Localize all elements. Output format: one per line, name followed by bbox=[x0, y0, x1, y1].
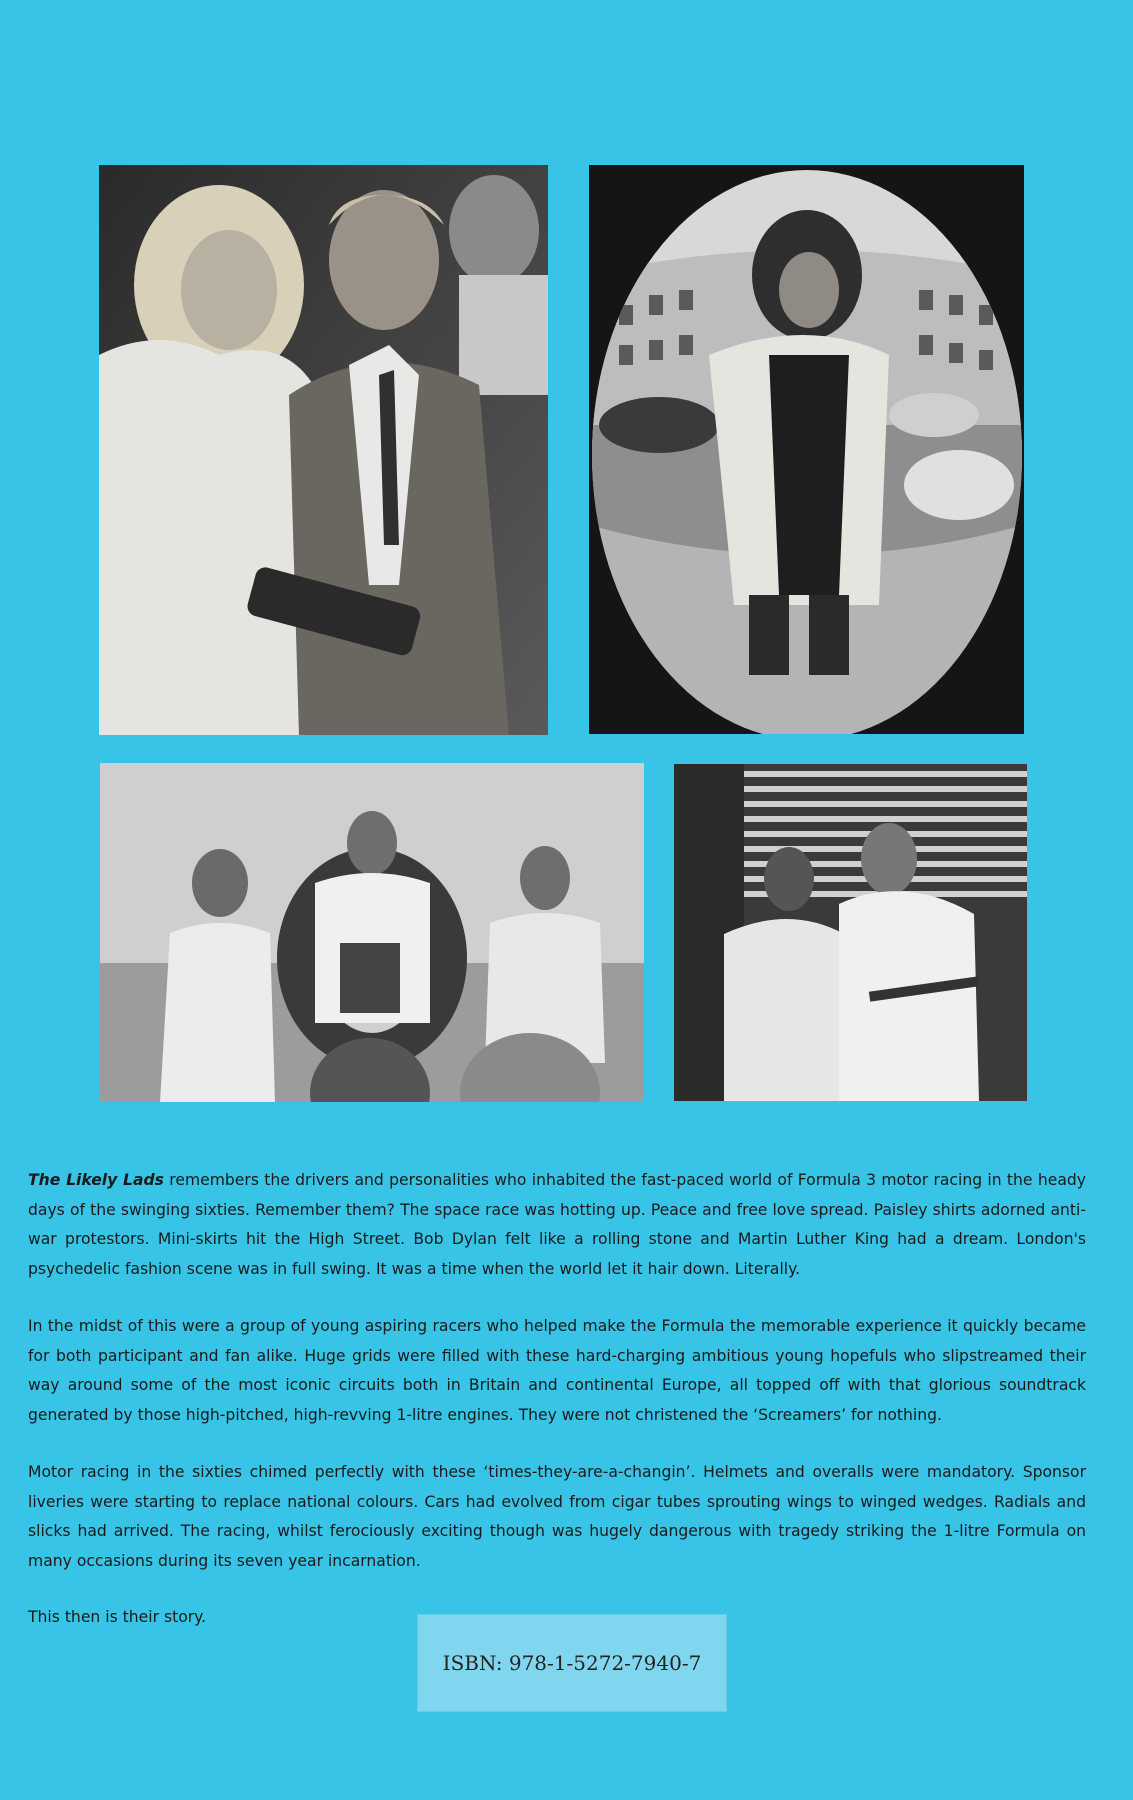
blurb-paragraph-4: This then is their story. bbox=[28, 1608, 207, 1626]
blurb-paragraph-2: In the midst of this were a group of young aspiring racers who helped make the Formula the memorable experience it quickly became for both participant and fan alike. Huge grids were filled with these hard-charging ambitious young hopefuls who slipstreamed their way around some of the most iconic circuits both in Britain and continental Europe, all topped off with that glorious soundtrack generated by those high-pitched, high-revving 1-litre engines. They were not christened the ‘Screamers’ for nothing. bbox=[28, 1317, 1086, 1424]
photo-podium bbox=[100, 763, 644, 1102]
blurb-paragraph-1-text: remembers the drivers and personalities who inhabited the fast-paced world of Formula 3 motor racing in the heady days of the swinging sixties. Remember them? The space race was hotting up. Peace and free love spread. Paisley shirts adorned anti-war protestors. Mini-skirts hit the High Street. Bob Dylan felt like a rolling stone and Martin Luther King had a dream. London's psychedelic fashion scene was in full swing. It was a time when the world let it hair down. Literally. bbox=[28, 1171, 1086, 1278]
book-title: The Likely Lads bbox=[28, 1171, 164, 1189]
blurb-paragraph-1 bbox=[28, 1166, 1086, 1284]
photo-fisheye-street bbox=[589, 165, 1024, 734]
photo-seated-drivers bbox=[674, 764, 1027, 1101]
photo-couple bbox=[99, 165, 548, 735]
isbn-label: ISBN: 978-1-5272-7940-7 bbox=[417, 1614, 727, 1712]
blurb-paragraph-3: Motor racing in the sixties chimed perfectly with these ‘times-they-are-a-changin’. Helmets and overalls were mandatory. Sponsor liveries were starting to replace national colours. Cars had evolved from cigar tubes sprouting wings to winged wedges. Radials and slicks had arrived. The racing, whilst ferociously exciting though was hugely dangerous with tragedy striking the 1-litre Formula on many occasions during its seven year incarnation. bbox=[28, 1463, 1086, 1570]
